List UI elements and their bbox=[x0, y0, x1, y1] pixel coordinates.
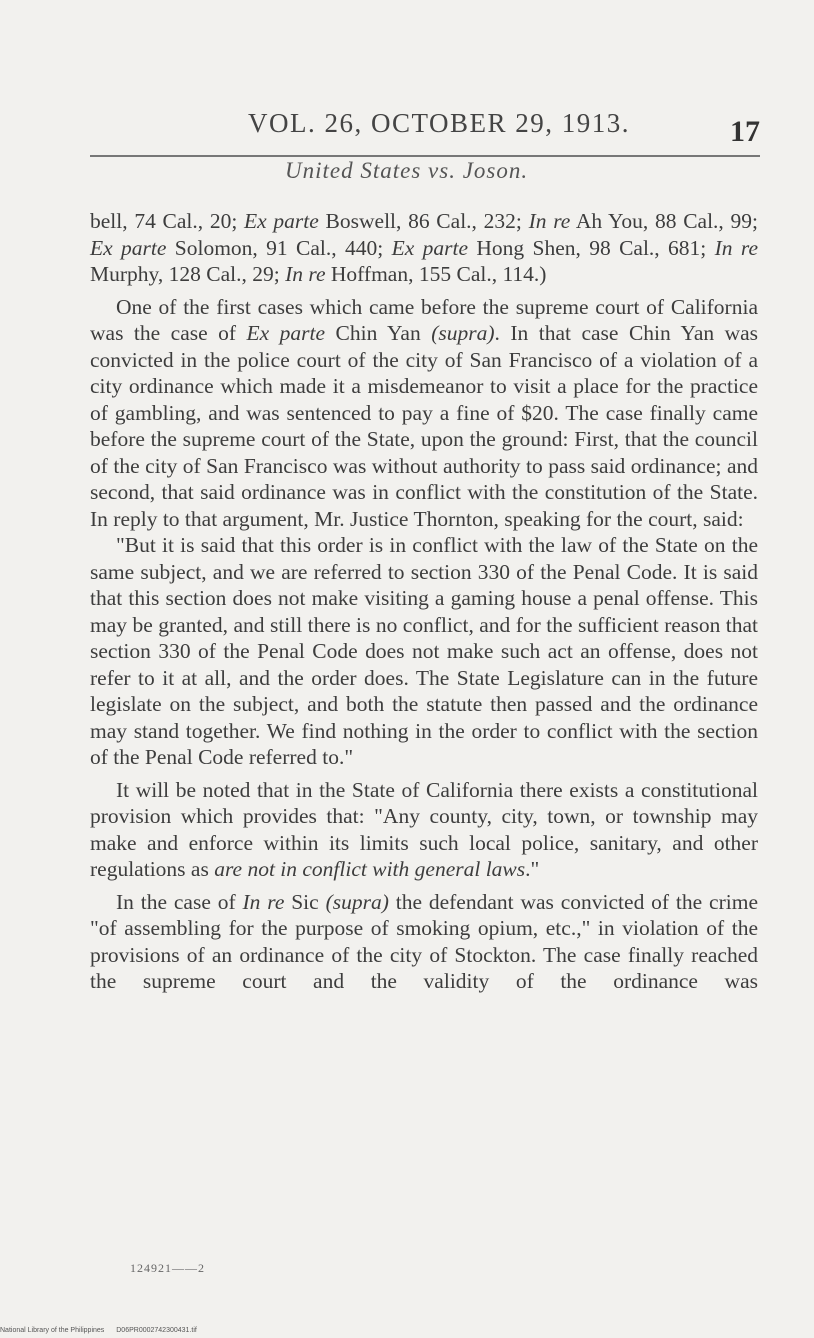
paragraph-california-provision: It will be noted that in the State of California there exists a constitutional provision which provides that: "Any county, city, town, or township may make and enforce within its limits such local police, sanitary, and other regulations as are not in conflict with general laws." bbox=[90, 777, 758, 881]
paragraph-in-re-sic: In the case of In re Sic (supra) the defendant was convicted of the crime "of assembling for the purpose of smoking opium, etc.," in violation of the provisions of an ordinance of the city of Stockton. The case finally reached the supreme court and the validity of the ordinance was bbox=[90, 889, 758, 993]
running-head: VOL. 26, OCTOBER 29, 1913. bbox=[248, 108, 631, 138]
case-caption: United States vs. Joson. bbox=[285, 158, 529, 183]
scan-footer bbox=[0, 1327, 197, 1334]
paragraph-quotation: "But it is said that this order is in conflict with the law of the State on the same subject, and we are referred to section 330 of the Penal Code. It is said that this section does not make visiting a gaming house a penal offense. This may be granted, and still there is no conflict, and for the sufficient reason that section 330 of the Penal Code does not make such act an offense, does not refer to it at all, and the order does. The State Legislature can in the future legislate on the subject, and both the statute then passed and the ordinance may stand together. We find nothing in the order to conflict with the section of the Penal Code referred to." bbox=[90, 533, 758, 769]
signature-mark: 124921——2 bbox=[130, 1261, 205, 1275]
paragraph-citations: bell, 74 Cal., 20; Ex parte Boswell, 86 Cal., 232; In re Ah You, 88 Cal., 99; Ex parte Solomon, 91 Cal., 440; Ex parte Hong Shen, 98 Cal., 681; In re Murphy, 128 Cal., 29; In re Hoffman, 155 Cal., 114.) bbox=[90, 209, 759, 286]
body-text bbox=[90, 208, 758, 995]
paragraph-chin-yan: One of the first cases which came before the supreme court of California was the case of Ex parte Chin Yan (supra). In that case Chin Yan was convicted in the police court of the city of San Francisco of a violation of a city ordinance which made it a misdemeanor to visit a place for the practice of gambling, and was sentenced to pay a fine of $20. The case finally came before the supreme court of the State, upon the ground: First, that the council of the city of San Francisco was without authority to pass said ordinance; and second, that said ordinance was in conflict with the constitution of the State. In reply to that argument, Mr. Justice Thornton, speaking for the court, said: bbox=[90, 294, 759, 531]
page-number: 17 bbox=[730, 115, 760, 148]
header-rule bbox=[90, 155, 760, 157]
footer-library: National Library of the Philippines bbox=[0, 1327, 105, 1334]
footer-image-id: D06PR0002742300431.tif bbox=[116, 1327, 197, 1334]
